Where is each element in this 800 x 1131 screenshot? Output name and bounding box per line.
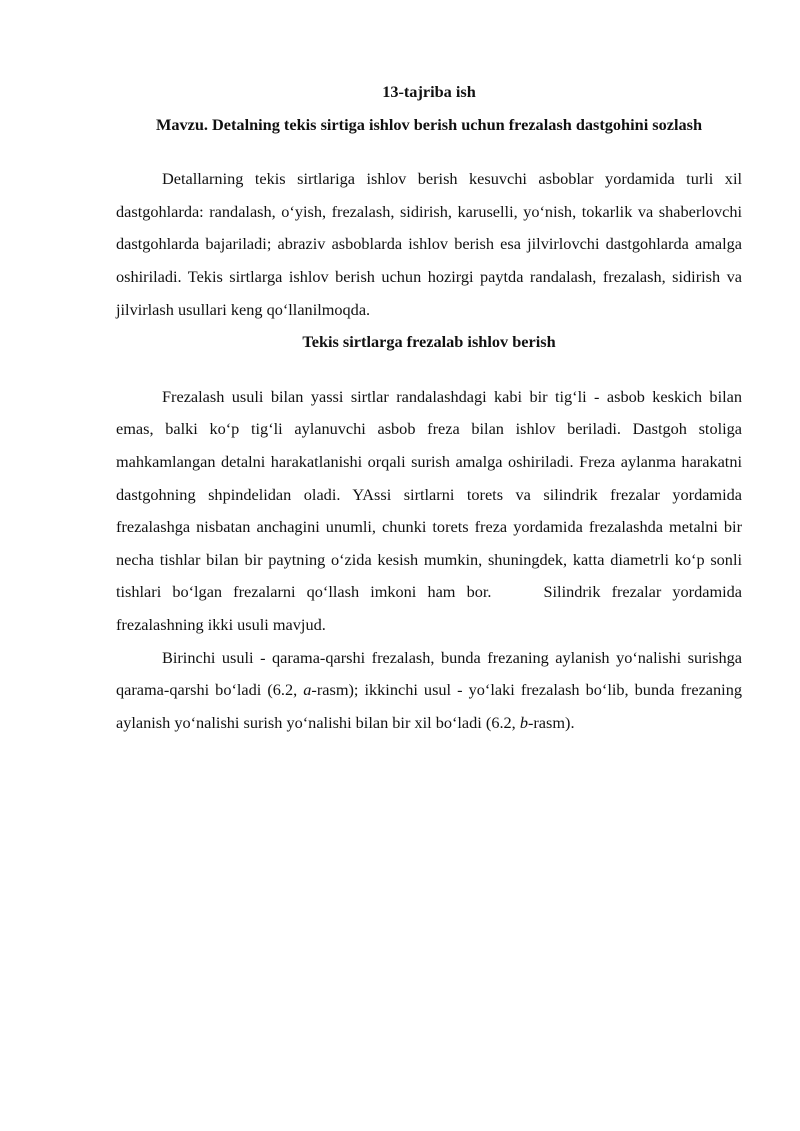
paragraph-intro: Detallarning tekis sirtlariga ishlov berish kesuvchi asboblar yordamida turli xil dastgohlarda: randalash, o‘yish, frezalash, sidirish, karuselli, yo‘nish, tokarlik va shaberlovchi dastgohlarda bajariladi; abraziv asboblarda ishlov berish esa jilvirlovchi dastgohlarda amalga oshiriladi. Tekis sirtlarga ishlov berish uchun hozirgi paytda randalash, frezalash, sidirish va jilvirlash usullari keng qo‘llanilmoqda.: [116, 169, 742, 319]
paragraph-milling-line-a: bo‘lgan frezalarni qo‘llash imkoni ham bor.: [172, 582, 492, 602]
paragraph-milling-line-b: Silindrik frezalar yordamida: [543, 582, 742, 602]
document-page: [116, 76, 742, 739]
paragraph-methods-part2: -rasm); ikkinchi usul - yo‘laki frezalash bo‘lib, bunda frezaning aylanish yo‘nalishi surish yo‘nalishi bilan bir xil bo‘ladi (6.2,: [116, 680, 742, 732]
figure-ref-b: b: [519, 712, 528, 732]
paragraph-methods: [116, 642, 742, 740]
paragraph-milling: [116, 381, 742, 642]
paragraph-methods-part1: Birinchi usuli - qarama-qarshi frezalash, bunda frezaning aylanish yo‘nalishi surishga qarama-qarshi bo‘ladi (6.2,: [116, 647, 742, 700]
spacer: [116, 359, 742, 381]
figure-ref-a: a: [303, 680, 312, 700]
spacer: [116, 141, 742, 163]
document-topic: Mavzu. Detalning tekis sirtiga ishlov berish uchun frezalash dastgohini sozlash: [155, 114, 703, 134]
paragraph-methods-part3: -rasm).: [527, 712, 575, 732]
paragraph-milling-end: frezalashning ikki usuli mavjud.: [116, 614, 326, 634]
paragraph-milling-main: Frezalash usuli bilan yassi sirtlar randalashdagi kabi bir tig‘li - asbob keskich bilan emas, balki ko‘p tig‘li aylanuvchi asbob freza bilan ishlov beriladi. Dastgoh stoliga mahkamlangan detalni harakatlanishi orqali surish amalga oshiriladi. Freza aylanma harakatni dastgohning shpindelidan oladi. YAssi sirtlarni torets va silindrik frezalar yordamida frezalashga nisbatan anchagini unumli, chunki torets freza yordamida frezalashda metalni bir necha tishlar bilan bir paytning o‘zida kesish mumkin, shuningdek, katta diametrli ko‘p sonli tishlari: [116, 386, 742, 602]
section-subheading: Tekis sirtlarga frezalab ishlov berish: [302, 332, 556, 352]
document-title: 13-tajriba ish: [382, 82, 476, 101]
